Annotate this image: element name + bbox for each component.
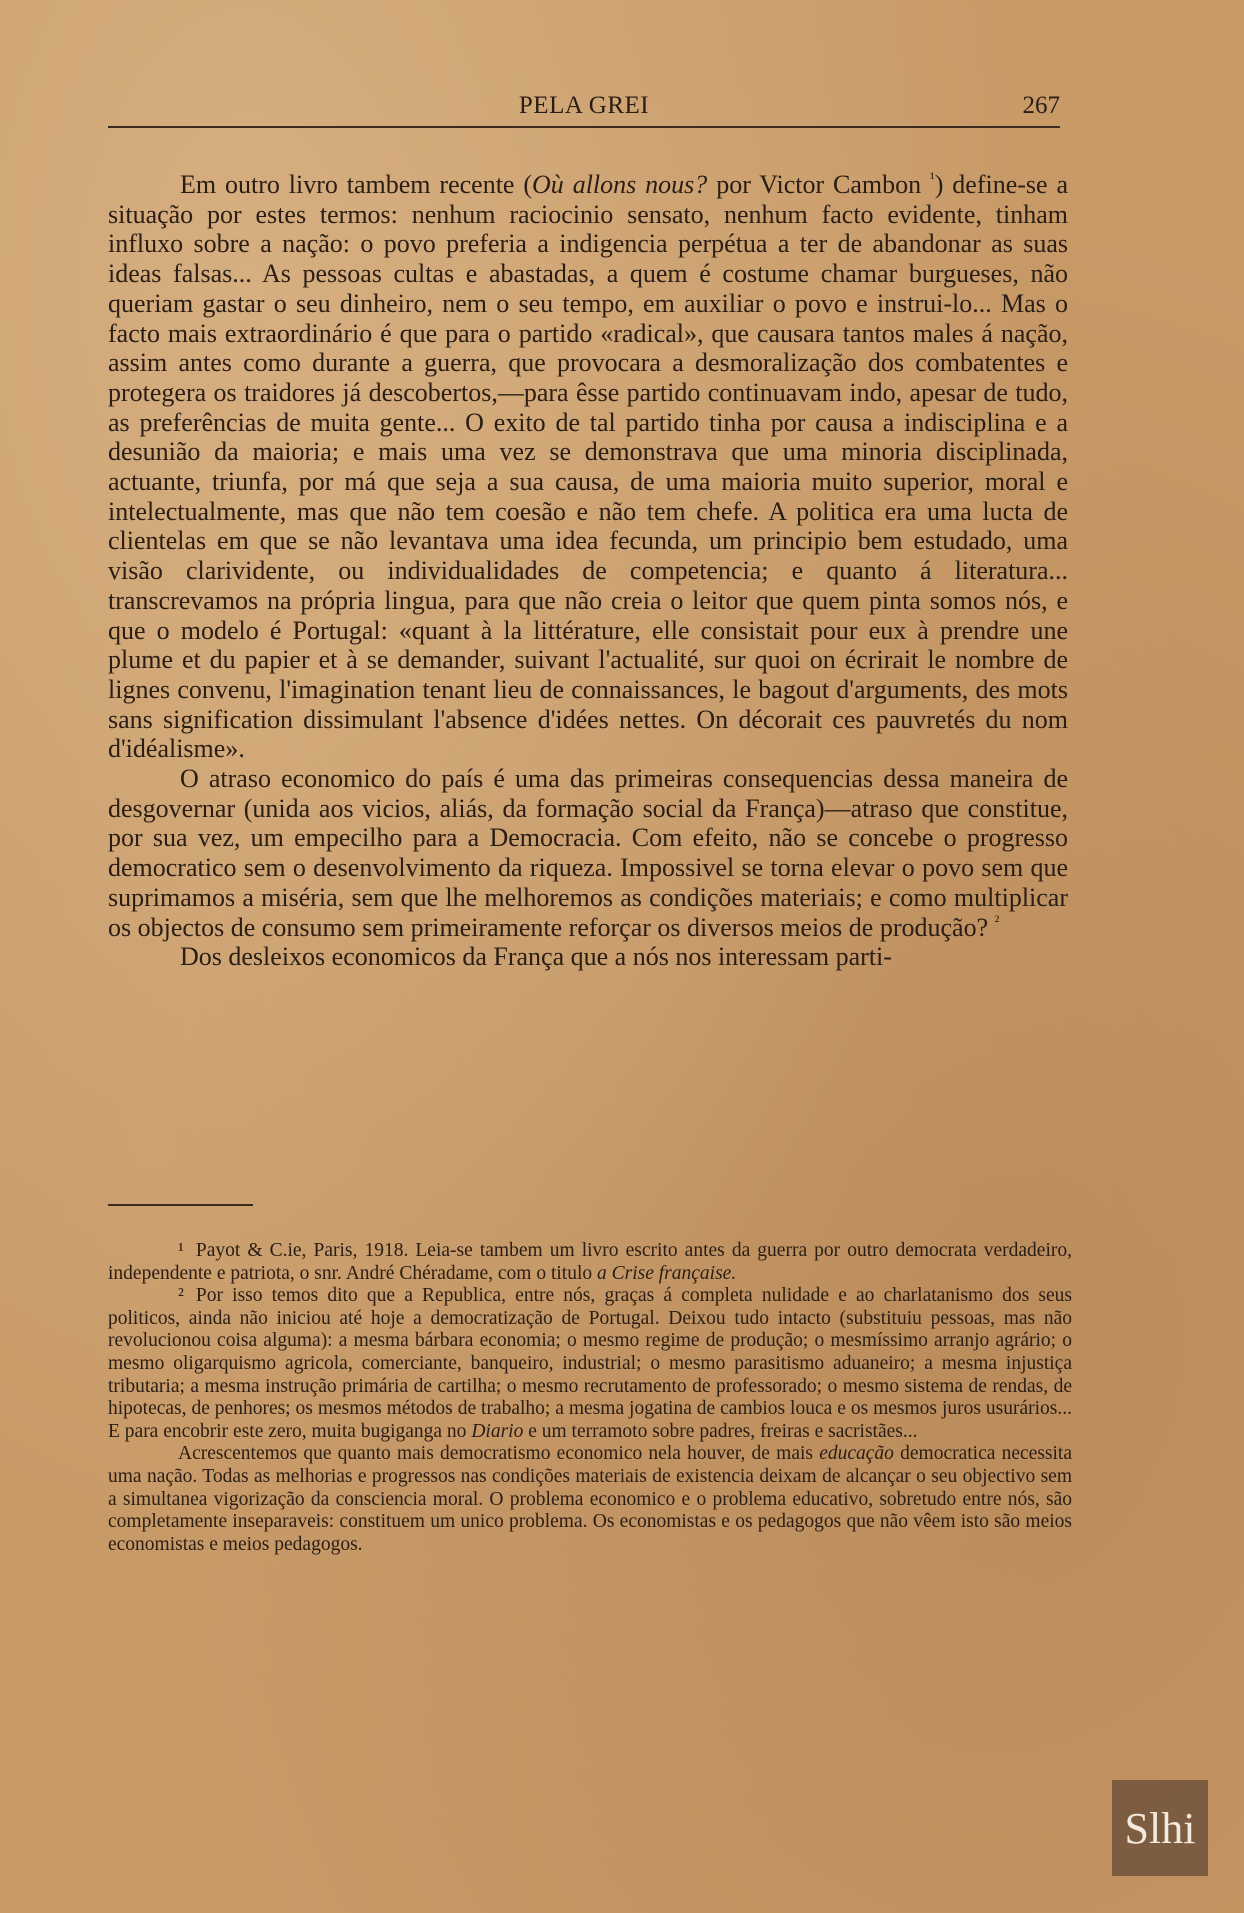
footnote-1 (108, 1240, 1072, 1285)
footnote-3-text-a: Acrescentemos que quanto mais democratismo economico nela houver, de mais (178, 1443, 820, 1465)
footnote-2-text-b: e um terramoto sobre padres, freiras e sacristães... (523, 1420, 918, 1442)
footnote-ref-1[interactable]: ¹ (930, 170, 935, 188)
p3-text: Dos desleixos economicos da França que a nós nos interessam parti- (180, 942, 892, 972)
footnote-1-mark: ¹ (178, 1240, 184, 1261)
footnote-2-diario: Diario (471, 1420, 524, 1442)
p2-text: O atraso economico do país é uma das primeiras consequencias dessa maneira de desgovernar (unida aos vicios, aliás, da formação social da França)—atraso que constitue, por sua vez, um empecilho para a Democracia. Com efeito, não se concebe o progresso democratico sem o desenvolvimento da riqueza. Impossivel se torna elevar o povo sem que suprimamos a miséria, sem que lhe melhoremos as condições materiais; e como multiplicar os objectos de consumo sem primeiramente reforçar os diversos meios de produção? (108, 764, 1068, 942)
footnote-divider (108, 1204, 253, 1206)
paragraph-1 (108, 170, 1068, 764)
footnote-3-text-b: democratica necessita uma nação. Todas as melhorias e progressos nas condições materiais de existencia deixam de alcançar o seu objectivo sem a simultanea vigorização da consciencia moral. O problema economico e o problema educativo, sobretudo entre nós, são completamente inseparaveis: constituem um unico problema. Os economistas e os pedagogos que não vêem isto são meios economistas e meios pedagogos. (108, 1443, 1072, 1555)
footnote-1-text: Payot & C.ie, Paris, 1918. Leia-se tambem um livro escrito antes da guerra por outro democrata verdadeiro, independente e patriota, o snr. André Chéradame, com o titulo (108, 1240, 1072, 1284)
library-watermark-logo: Slhi (1112, 1780, 1208, 1876)
footnote-3-educacao: educação (819, 1443, 894, 1465)
main-text (108, 170, 1068, 972)
running-title: PELA GREI (518, 92, 650, 119)
footnotes (108, 1240, 1072, 1556)
footnote-2-mark: ² (178, 1285, 184, 1307)
footnote-2 (108, 1285, 1072, 1443)
footnote-2-continued (108, 1443, 1072, 1556)
footnote-1-title: a Crise française. (597, 1262, 737, 1284)
p1-text-b: por Victor Cambon (707, 170, 931, 199)
footnote-ref-2[interactable]: ² (994, 912, 1000, 930)
p1-text-a: Em outro livro tambem recente ( (180, 170, 533, 199)
footnote-2-text-a: Por isso temos dito que a Republica, entre nós, graças á completa nulidade e ao charlatanismo dos seus politicos, ainda não iniciou até hoje a democratização de Portugal. Deixou tudo intacto (substituiu pessoas, mas não revolucionou coisa alguma): a mesma bárbara economia; o mesmo regime de produção; o mesmíssimo arranjo agrário; o mesmo oligarquismo agricola, comerciante, banqueiro, industrial; o mesmo parasitismo aduaneiro; a mesma injustiça tributaria; a mesma instrução primária de cartilha; o mesmo recrutamento de professorado; o mesmo sistema de rendas, de hipotecas, de penhores; os mesmos métodos de trabalho; a mesma jogatina de cambios louca e os mesmos juros usurários... E para encobrir este zero, muita bugiganga no (108, 1285, 1072, 1442)
p1-book-title: Où allons nous? (532, 170, 708, 199)
paragraph-2 (108, 764, 1068, 942)
page-number: 267 (1022, 92, 1060, 119)
running-head (108, 90, 1060, 128)
paragraph-3 (108, 942, 1068, 972)
p1-text-c: ) define-se a situação por estes termos: nenhum raciocinio sensato, nenhum facto evidente, tinham influxo sobre a nação: o povo preferia a indigencia perpétua a ter de abandonar as suas ideas falsas... As pessoas cultas e abastadas, a quem é costume chamar burgueses, não queriam gastar o seu dinheiro, nem o seu tempo, em auxiliar o povo e instrui-lo... Mas o facto mais extraordinário é que para o partido «radical», que causara tantos males á nação, assim antes como durante a guerra, que provocara a desmoralização dos combatentes e protegera os traidores já descobertos,—para êsse partido continuavam indo, apesar de tudo, as preferências de muita gente... O exito de tal partido tinha por causa a indisciplina e a desunião da maioria; e mais uma vez se demonstrava que uma minoria disciplinada, actuante, triunfa, por má que seja a sua causa, de uma maioria muito superior, moral e intelectualmente, mas que não tem coesão e não tem chefe. A politica era uma lucta de clientelas em que se não levantava uma idea fecunda, um principio bem estudado, uma visão clarividente, ou individualidades de competencia; e quanto á literatura... transcrevamos na própria lingua, para que não creia o leitor que quem pinta somos nós, e que o modelo é Portugal: «quant à la littérature, elle consistait pour eux à prendre une plume et du papier et à se demander, suivant l'actualité, sur quoi on écrirait le nombre de lignes convenu, l'imagination tenant lieu de connaissances, le bagout d'arguments, des mots sans signification dissimulant l'absence d'idées nettes. On décorait ces pauvretés du nom d'idéalisme». (108, 170, 1069, 764)
